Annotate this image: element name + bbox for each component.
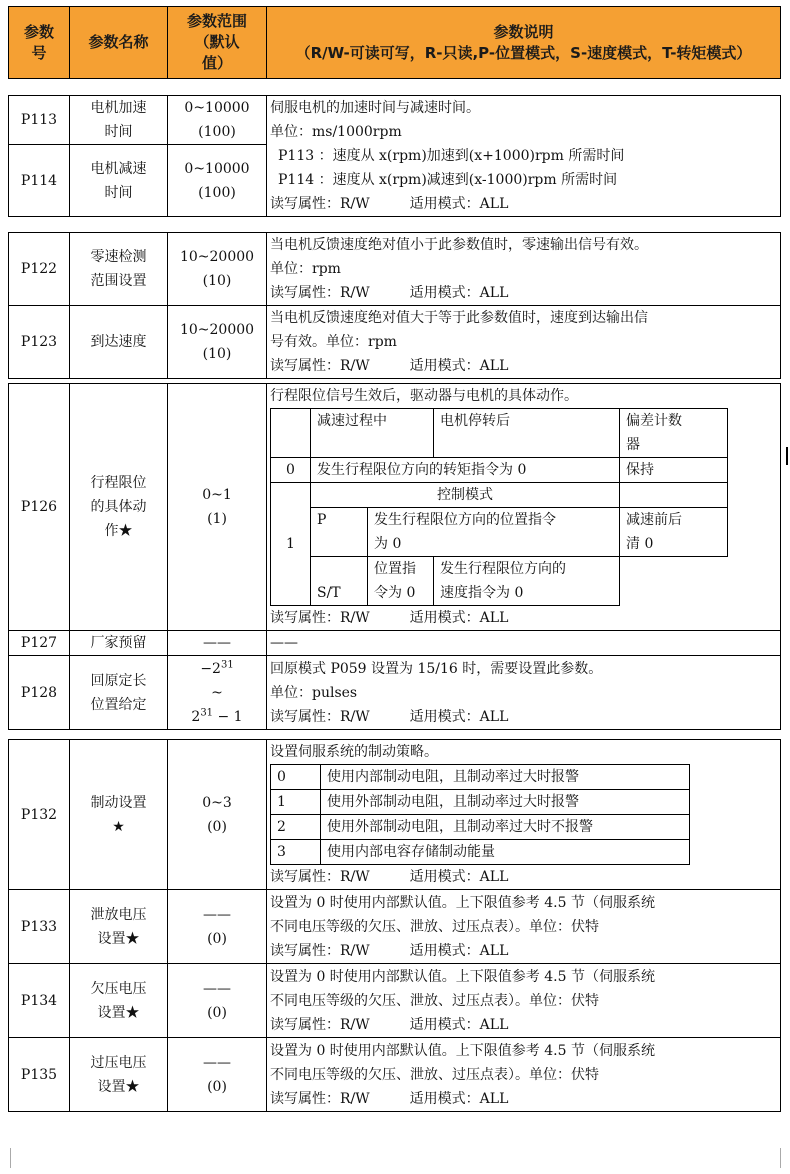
brake-option-value: 0 [271,765,321,790]
header-param-number: 参数 号 [9,7,70,79]
param-desc: 当电机反馈速度绝对值小于此参数值时，零速输出信号有效。 单位：rpm 读写属性：R/W 适用模式：ALL [267,233,781,306]
param-range: —— (0) [168,890,267,964]
limit-action-table [270,408,728,606]
brake-option-row [271,815,690,840]
param-id: P114 [9,145,70,217]
param-id: P134 [9,964,70,1038]
param-range: 0~3 (0) [168,740,267,890]
param-name: 行程限位 的具体动 作★ [70,384,168,631]
table-cell [271,409,311,458]
page-corner-mark-left [0,1148,11,1168]
table-cell: 发生行程限位方向的转矩指令为 0 [311,458,620,483]
param-name: 制动设置 ★ [70,740,168,890]
param-desc: 设置为 0 时使用内部默认值。上下限值参考 4.5 节（伺服系统 不同电压等级的欠压、泄放、过压点表）。单位：伏特 读写属性：R/W 适用模式：ALL [267,964,781,1038]
header-param-range: 参数范围 （默认 值） [168,7,267,79]
param-desc: 当电机反馈速度绝对值大于等于此参数值时，速度到达输出信 号有效。单位：rpm 读写属性：R/W 适用模式：ALL [267,306,781,379]
param-range: —— (0) [168,964,267,1038]
table-cell: 减速前后 清 0 [620,508,728,557]
brake-option-text: 使用外部制动电阻，且制动率过大时报警 [321,790,690,815]
brake-option-value: 2 [271,815,321,840]
param-desc: 回原模式 P059 设置为 15/16 时，需要设置此参数。 单位：pulses 读写属性：R/W 适用模式：ALL [267,656,781,730]
param-range: —— (0) [168,1038,267,1112]
param-name: 厂家预留 [70,631,168,656]
table-p132-p135 [8,739,781,1112]
brake-option-row [271,765,690,790]
table-cell: 保持 [620,458,728,483]
table-cell [620,557,728,606]
brake-option-value: 1 [271,790,321,815]
param-range: 0~10000 (100) [168,145,267,217]
param-id: P122 [9,233,70,306]
table-cell: 发生行程限位方向的位置指令 为 0 [368,508,620,557]
table-header: 偏差计数 器 [620,409,728,458]
param-id: P128 [9,656,70,730]
param-desc: 行程限位信号生效后，驱动器与电机的具体动作。 减速过程中 电机停转后 偏差计数 器 0 发生行程限位方向的转矩指令为 0 保持 1 控制模式 P 发生行程限位方向的位置指令 为 0 减速前后 清 0 S/T 位置指 令为 0 发生行程限位方向的 速度指令为 0 读写属性：R/W 适用模式：ALL [267,384,781,631]
param-desc: 设置为 0 时使用内部默认值。上下限值参考 4.5 节（伺服系统 不同电压等级的欠压、泄放、过压点表）。单位：伏特 读写属性：R/W 适用模式：ALL [267,890,781,964]
table-cell [620,483,728,508]
param-range: $-2^{31}$ ~ $2^{31} - 1$ [168,656,267,730]
header-table [8,6,781,79]
param-id: P127 [9,631,70,656]
table-header: 电机停转后 [434,409,620,458]
param-desc: 设置伺服系统的制动策略。 0 使用内部制动电阻，且制动率过大时报警 1 使用外部制动电阻，且制动率过大时报警 2 使用外部制动电阻，且制动率过大时不报警 3 使用内部电容存储制动能量 读写属性：R/W 适用模式：ALL [267,740,781,890]
brake-options-table [270,764,690,865]
param-name: 过压电压 设置★ [70,1038,168,1112]
table-cell: P [311,508,368,557]
param-name: 泄放电压 设置★ [70,890,168,964]
table-cell: 控制模式 [311,483,620,508]
table-p122-p123 [8,232,781,379]
param-desc: —— [267,631,781,656]
param-range: —— [168,631,267,656]
page-edge-mark [786,447,788,465]
param-name: 到达速度 [70,306,168,379]
table-p113-p114 [8,95,781,217]
param-desc: 伺服电机的加速时间与减速时间。 单位：ms/1000rpm P113 ：速度从 x(rpm)加速到(x+1000)rpm 所需时间 P114 ：速度从 x(rpm)减速到(x-1000)rpm 所需时间 读写属性：R/W 适用模式：ALL [267,96,781,217]
param-desc: 设置为 0 时使用内部默认值。上下限值参考 4.5 节（伺服系统 不同电压等级的欠压、泄放、过压点表）。单位：伏特 读写属性：R/W 适用模式：ALL [267,1038,781,1112]
param-range: 0~10000 (100) [168,96,267,145]
table-cell: 0 [271,458,311,483]
param-id: P123 [9,306,70,379]
table-cell: 位置指 令为 0 [368,557,434,606]
table-cell: 发生行程限位方向的 速度指令为 0 [434,557,620,606]
brake-option-row [271,790,690,815]
param-name: 电机减速 时间 [70,145,168,217]
param-range: 10~20000 (10) [168,233,267,306]
param-name: 回原定长 位置给定 [70,656,168,730]
brake-option-row [271,840,690,865]
brake-option-value: 3 [271,840,321,865]
table-p126-p128 [8,383,781,730]
param-name: 电机加速 时间 [70,96,168,145]
param-name: 零速检测 范围设置 [70,233,168,306]
param-id: P113 [9,96,70,145]
param-id: P126 [9,384,70,631]
brake-option-text: 使用内部电容存储制动能量 [321,840,690,865]
param-name: 欠压电压 设置★ [70,964,168,1038]
header-param-name: 参数名称 [70,7,168,79]
param-id: P133 [9,890,70,964]
table-cell: S/T [311,557,368,606]
header-param-desc: 参数说明 （R/W-可读可写，R-只读,P-位置模式，S-速度模式，T-转矩模式） [267,7,781,79]
param-range: 10~20000 (10) [168,306,267,379]
param-id: P132 [9,740,70,890]
table-cell: 1 [271,483,311,606]
brake-option-text: 使用内部制动电阻，且制动率过大时报警 [321,765,690,790]
page-corner-mark-right [780,1148,790,1168]
param-range: 0~1 (1) [168,384,267,631]
table-header: 减速过程中 [311,409,434,458]
param-id: P135 [9,1038,70,1112]
brake-option-text: 使用外部制动电阻，且制动率过大时不报警 [321,815,690,840]
